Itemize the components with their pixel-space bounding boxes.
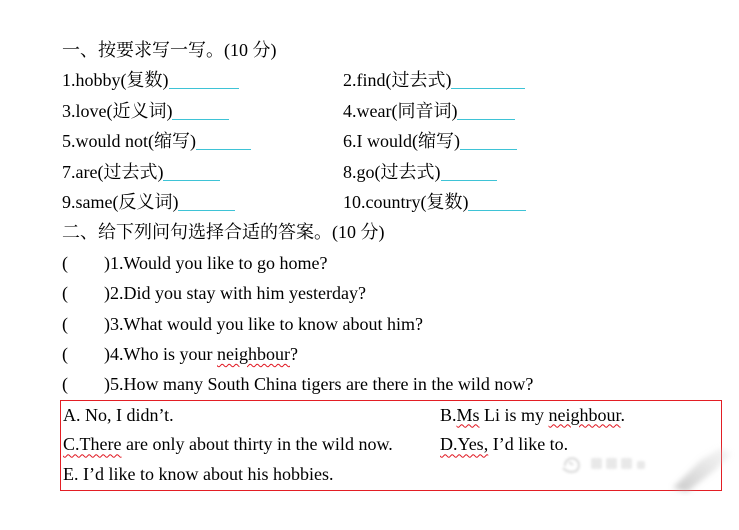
vocab-item-7 xyxy=(62,162,220,182)
spellcheck-flagged-word: neighbour xyxy=(548,404,621,425)
option-text: A. No, I didn’t. xyxy=(63,404,174,425)
spellcheck-flagged-word: Ms xyxy=(456,404,480,425)
vocab-prompt: 8.go(过去式) xyxy=(343,161,441,182)
vocab-prompt: 2.find(过去式) xyxy=(343,70,452,91)
question-row-2 xyxy=(62,278,732,308)
section1-row xyxy=(62,65,732,95)
bracket-open: ( xyxy=(62,252,68,273)
vocab-item-2 xyxy=(343,65,525,95)
question-row-3 xyxy=(62,309,732,339)
question-text: 1.Would you like to go home? xyxy=(110,252,328,273)
spellcheck-flagged-word: D.Yes, xyxy=(440,434,489,455)
option-text: . xyxy=(620,404,626,425)
option-text: I’d like to. xyxy=(488,434,569,455)
vocab-item-8 xyxy=(343,157,497,187)
question-text: 4.Who is your xyxy=(110,343,217,364)
vocab-prompt: 5.would not(缩写) xyxy=(62,131,196,152)
question-row-1 xyxy=(62,248,732,278)
answer-bracket-blank[interactable] xyxy=(68,259,104,269)
answer-blank[interactable] xyxy=(468,196,526,211)
vocab-prompt: 7.are(过去式) xyxy=(62,161,164,182)
answer-blank[interactable] xyxy=(441,166,497,181)
section1-row xyxy=(62,96,732,126)
section1-title: 一、按要求写一写。(10 分) xyxy=(62,40,277,60)
bracket-close: ) xyxy=(104,343,110,364)
options-row xyxy=(63,430,721,460)
answer-blank[interactable] xyxy=(178,196,235,211)
bracket-close: ) xyxy=(104,374,110,395)
vocab-item-6 xyxy=(343,126,517,156)
spellcheck-flagged-word: C.There xyxy=(63,434,122,455)
option-b xyxy=(440,405,625,425)
answer-blank[interactable] xyxy=(172,105,229,120)
option-text: E. I’d like to know about his hobbies. xyxy=(63,463,334,484)
vocab-prompt: 1.hobby(复数) xyxy=(62,70,169,91)
bracket-open: ( xyxy=(62,343,68,364)
worksheet xyxy=(62,35,732,491)
option-c xyxy=(63,430,440,460)
option-text: Li is my xyxy=(479,404,549,425)
answer-blank[interactable] xyxy=(196,135,251,150)
vocab-prompt: 4.wear(同音词) xyxy=(343,100,458,121)
vocab-prompt: 3.love(近义词) xyxy=(62,100,173,121)
options-row xyxy=(63,401,721,431)
question-text: 5.How many South China tigers are there in the wild now? xyxy=(110,374,534,395)
option-text: B. xyxy=(440,404,457,425)
answer-blank[interactable] xyxy=(163,166,220,181)
question-row-5 xyxy=(62,369,732,399)
vocab-item-10 xyxy=(343,187,526,217)
answer-bracket-blank[interactable] xyxy=(68,289,104,299)
section2-title: 二、给下列问句选择合适的答案。(10 分) xyxy=(62,222,385,243)
bracket-open: ( xyxy=(62,374,68,395)
answer-blank[interactable] xyxy=(457,105,515,120)
question-text: 3.What would you like to know about him? xyxy=(110,313,423,334)
answer-blank[interactable] xyxy=(460,135,517,150)
bracket-close: ) xyxy=(104,313,110,334)
question-text: ? xyxy=(289,343,298,364)
answer-bracket-blank[interactable] xyxy=(68,350,104,360)
question-text: 2.Did you stay with him yesterday? xyxy=(110,283,366,304)
section1-row xyxy=(62,157,732,187)
answer-bracket-blank[interactable] xyxy=(68,380,104,390)
section1-row xyxy=(62,126,732,156)
vocab-item-3 xyxy=(62,101,229,121)
answer-blank[interactable] xyxy=(169,74,239,89)
options-row xyxy=(63,460,721,490)
section1-row xyxy=(62,187,732,217)
bracket-open: ( xyxy=(62,283,68,304)
vocab-item-9 xyxy=(62,192,235,212)
option-text: are only about thirty in the wild now. xyxy=(121,434,393,455)
option-d xyxy=(440,434,568,454)
answer-bracket-blank[interactable] xyxy=(68,320,104,330)
bracket-close: ) xyxy=(104,283,110,304)
question-row-4 xyxy=(62,339,732,369)
vocab-prompt: 10.country(复数) xyxy=(343,191,469,212)
spellcheck-flagged-word: neighbour xyxy=(217,343,290,364)
option-e xyxy=(63,460,440,490)
vocab-item-4 xyxy=(343,96,515,126)
vocab-item-1 xyxy=(62,70,239,90)
vocab-prompt: 9.same(反义词) xyxy=(62,191,179,212)
bracket-open: ( xyxy=(62,313,68,334)
vocab-item-5 xyxy=(62,131,251,151)
bracket-close: ) xyxy=(104,252,110,273)
answer-options-box xyxy=(60,400,722,491)
answer-blank[interactable] xyxy=(451,74,525,89)
option-a xyxy=(63,401,440,431)
vocab-prompt: 6.I would(缩写) xyxy=(343,131,460,152)
